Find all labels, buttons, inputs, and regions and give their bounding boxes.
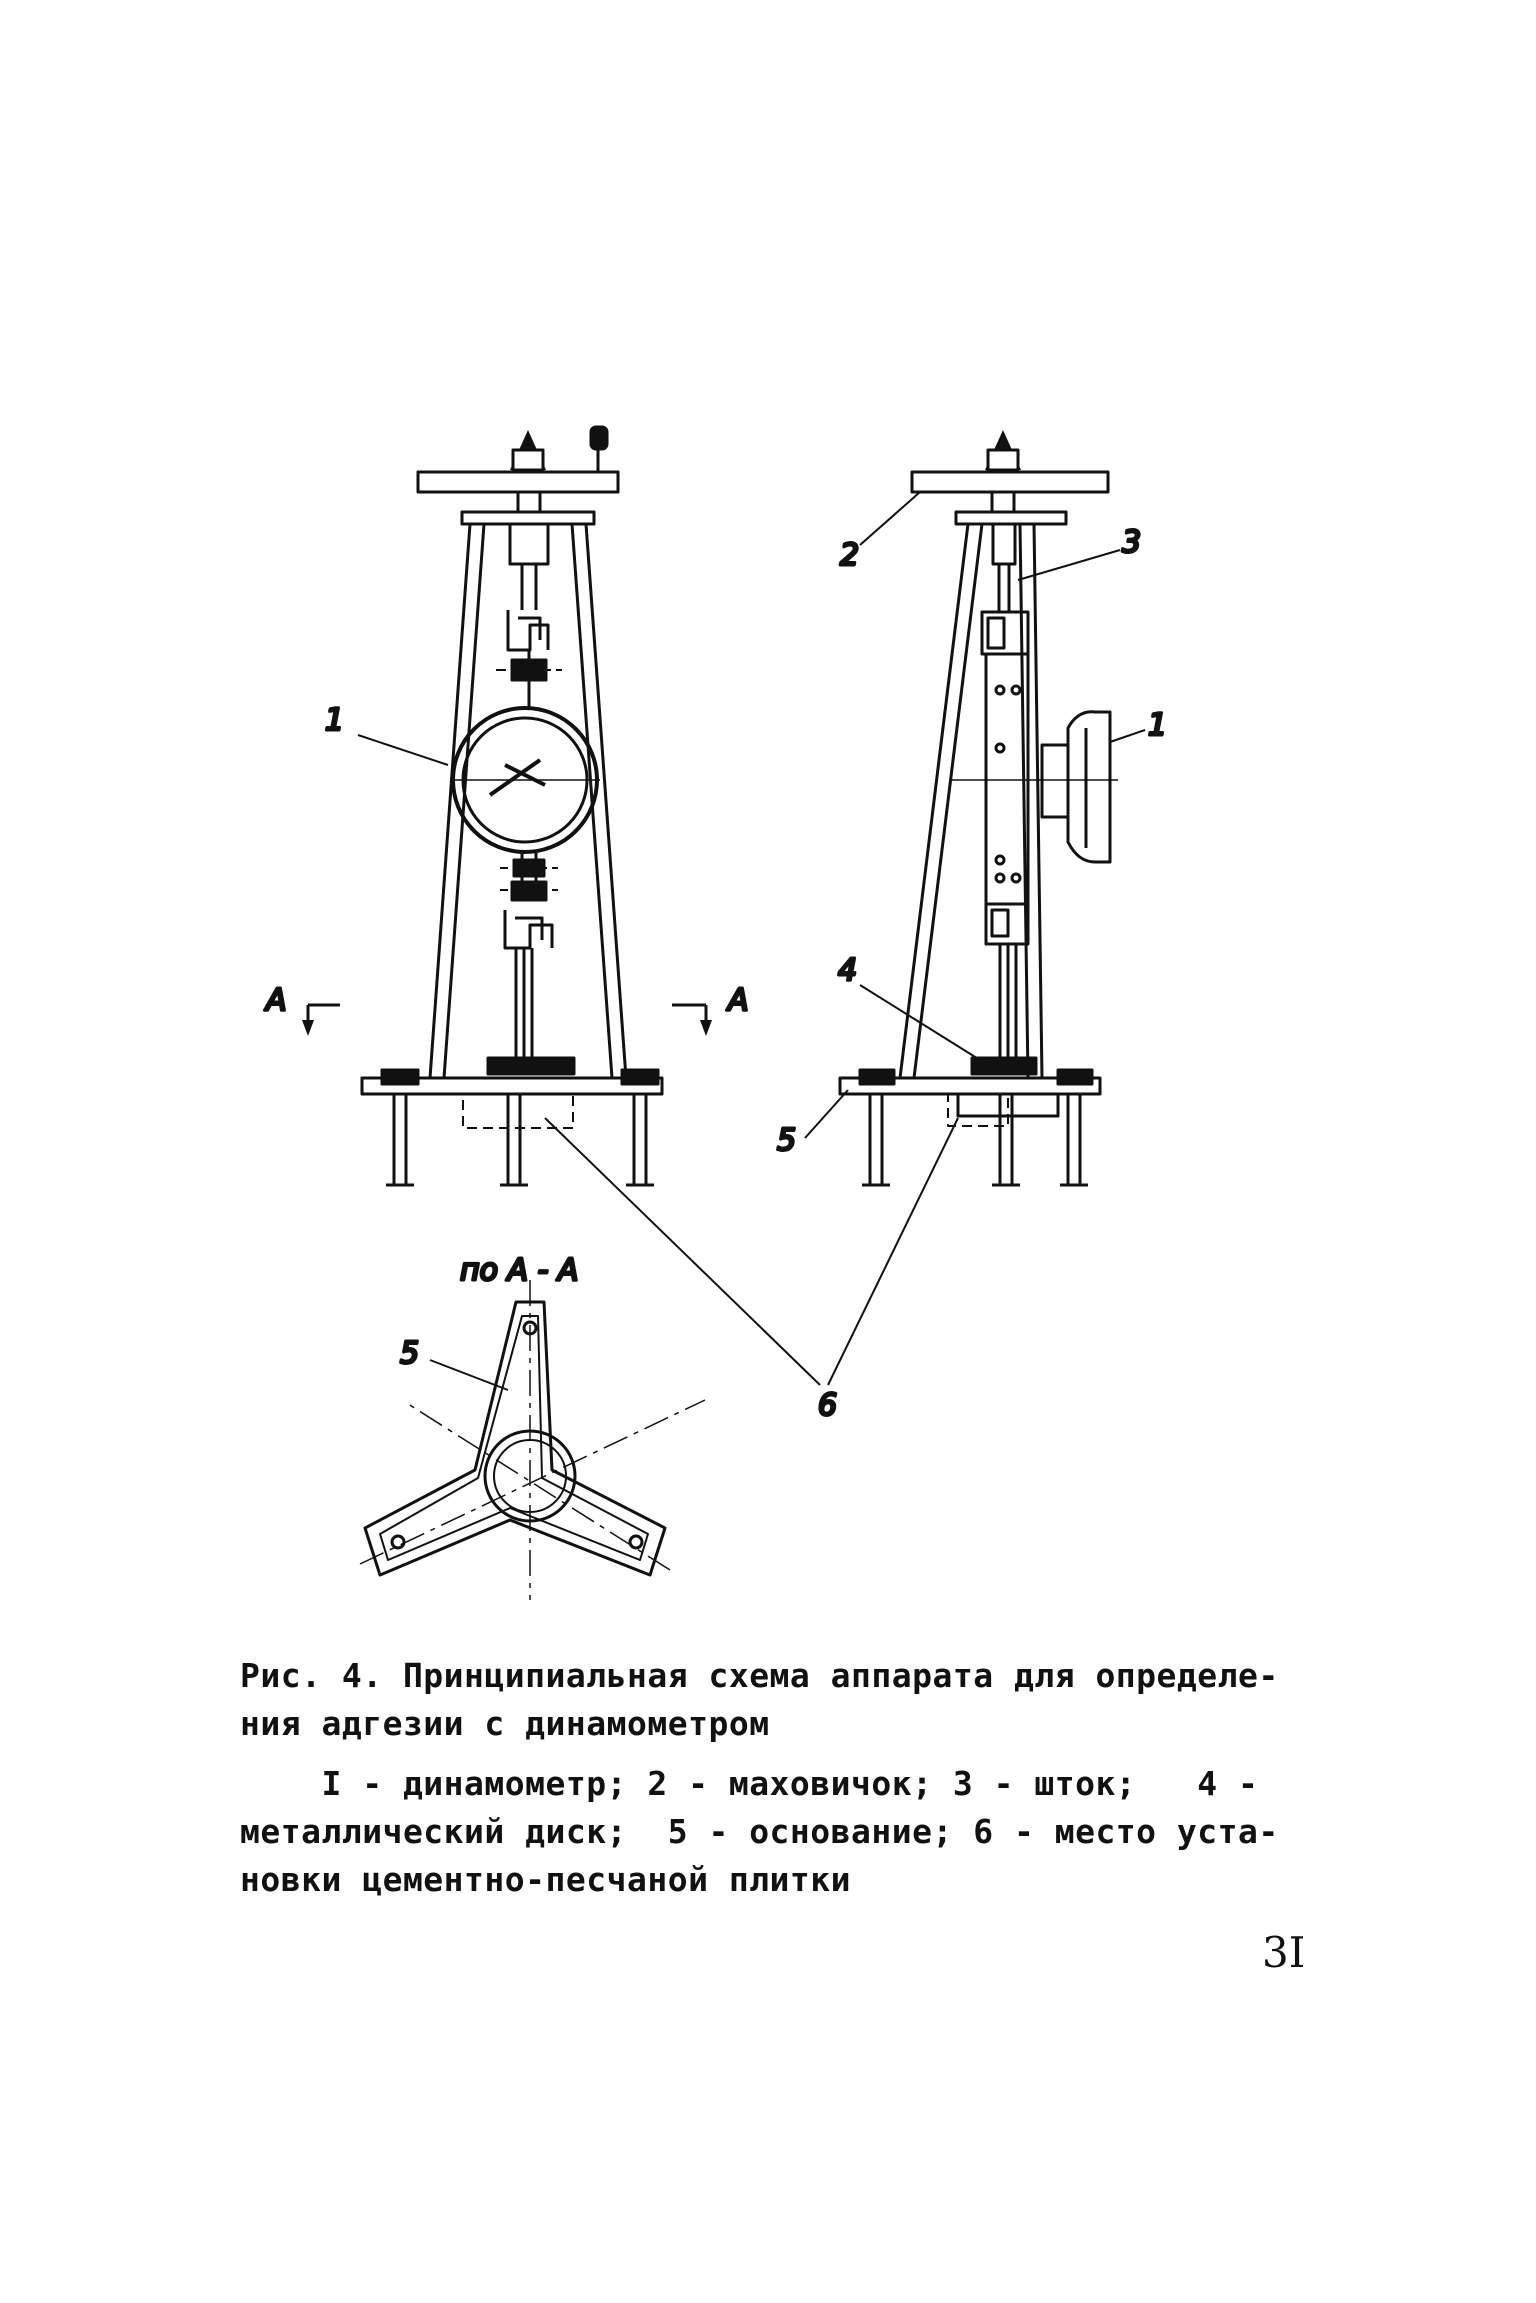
caption-title-line-2: ния адгезии с динамометром [240,1704,770,1743]
caption-legend-line-2: металлический диск; 5 - основание; 6 - место уста- [240,1812,1279,1851]
label-5-section: 5 [400,1336,420,1371]
caption-legend-line-3: новки цементно-песчаной плитки [240,1860,852,1899]
figure-caption [240,1652,1280,1904]
caption-legend-line-1: I - динамометр; 2 - маховичок; 3 - шток; 4 - [240,1764,1259,1803]
page-number: 3I [1262,1928,1306,1977]
label-1-front: 1 [325,703,345,738]
label-1-side: 1 [1148,708,1168,743]
label-3: 3 [1122,525,1142,560]
caption-legend [240,1760,1280,1904]
label-6: 6 [818,1388,838,1423]
label-5-side: 5 [777,1123,797,1158]
caption-title-line-1: Рис. 4. Принципиальная схема аппарата для определе- [240,1656,1279,1695]
front-view [302,427,712,1185]
label-2: 2 [840,538,860,573]
section-caption: по А - А [460,1253,579,1288]
section-marker-right: A [728,983,749,1018]
section-view [360,1118,958,1600]
section-marker-left: A [266,983,287,1018]
label-4: 4 [838,953,858,988]
